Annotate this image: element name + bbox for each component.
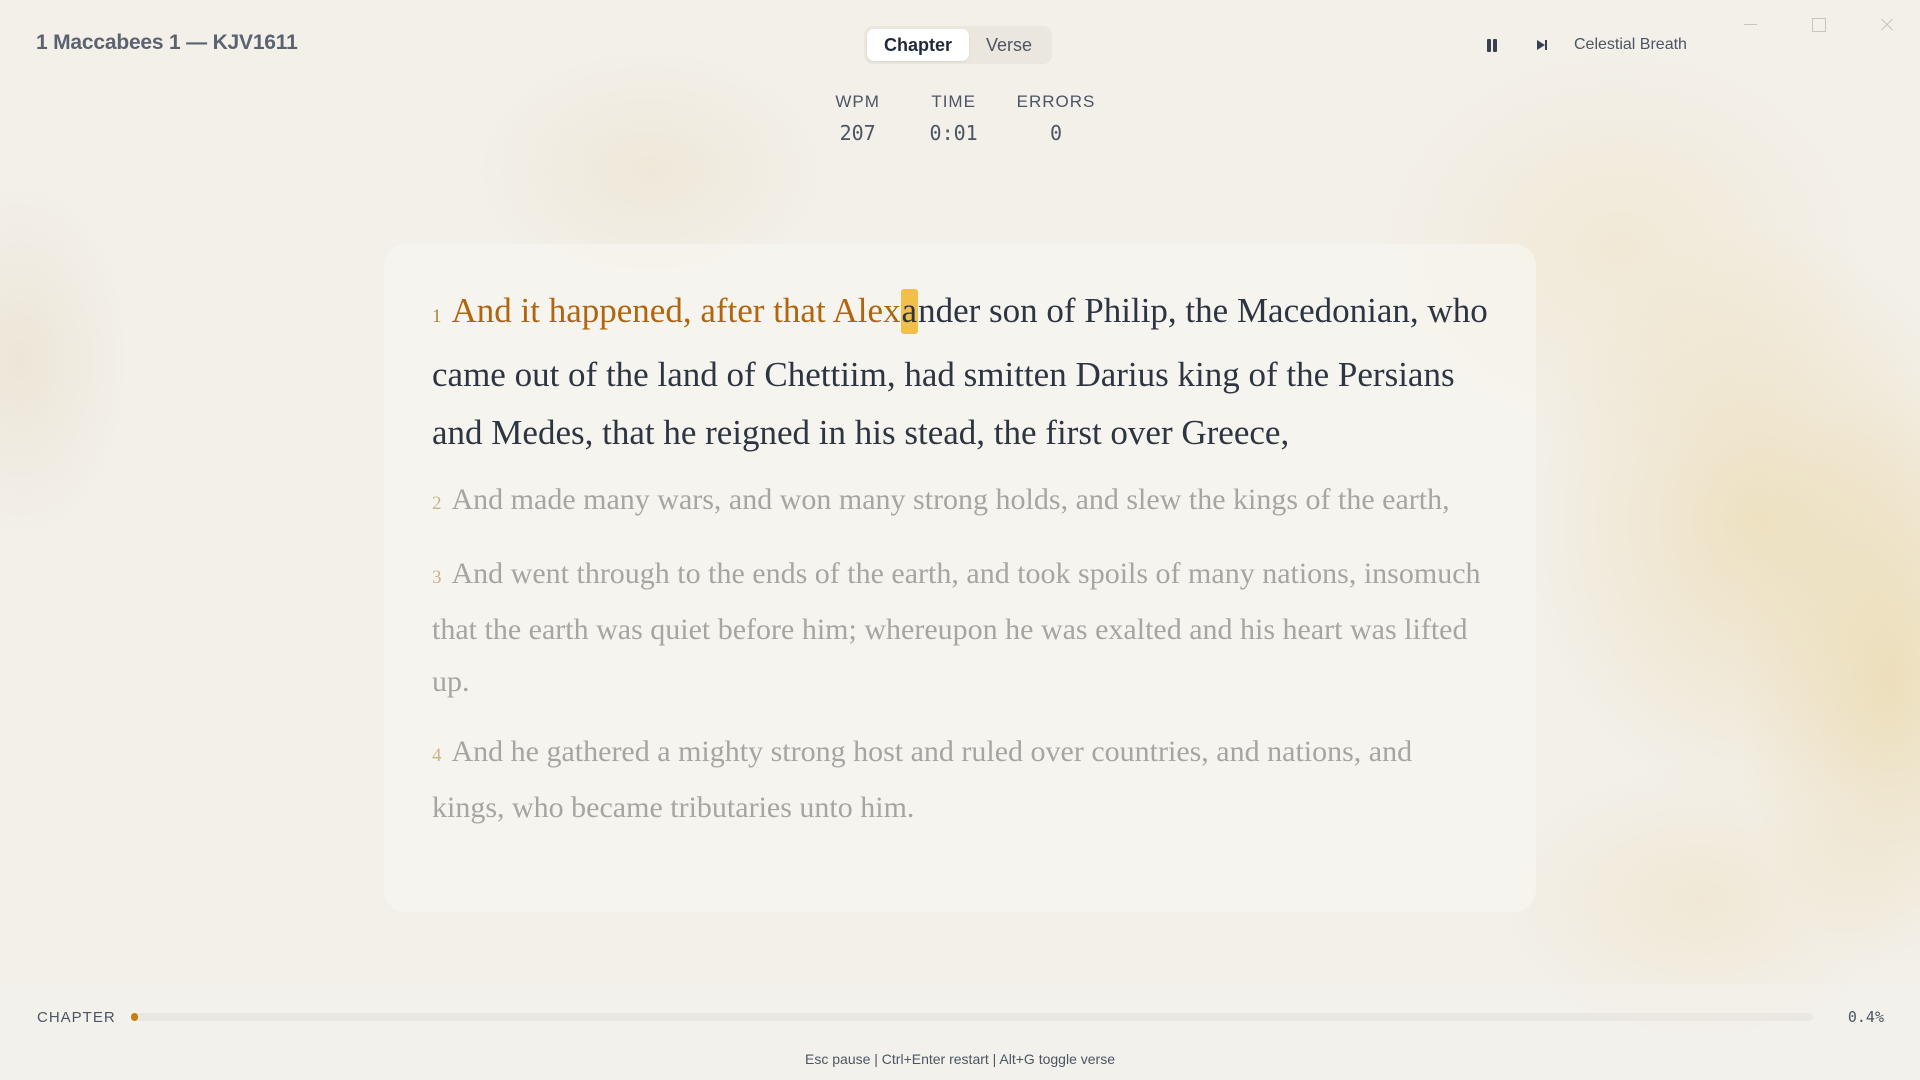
verse-text: And he gathered a mighty strong host and ruled over countries, and nations, and kings, who became tributaries unto him.	[432, 735, 1413, 824]
upcoming-verse	[432, 474, 1488, 530]
skip-next-icon[interactable]	[1530, 33, 1554, 57]
track-name[interactable]: Celestial Breath	[1574, 36, 1687, 53]
verse-text: And went through to the ends of the earth, and took spoils of many nations, insomuch that the earth was quiet before him; whereupon he was exalted and his heart was lifted up.	[432, 557, 1481, 698]
remaining-text: nder son of Philip, the Macedonian, who came out of the land of Chettiim, had smitten Darius king of the Persians and Medes, that he reigned in his stead, the first over Greece,	[432, 291, 1488, 452]
stat-value: 0:01	[929, 121, 978, 145]
music-player	[1480, 33, 1687, 57]
stat-errors	[1017, 92, 1096, 145]
stat-label: WPM	[835, 92, 880, 111]
reading-card[interactable]	[384, 244, 1536, 912]
keyboard-shortcuts-hint: Esc pause | Ctrl+Enter restart | Alt+G toggle verse	[805, 1051, 1115, 1067]
stat-time	[921, 92, 987, 145]
stat-value: 0	[1049, 121, 1063, 145]
typed-text: And it happened, after that Alex	[451, 291, 901, 330]
verse-text: And made many wars, and won many strong holds, and slew the kings of the earth,	[451, 483, 1450, 516]
progress-label: CHAPTER	[37, 1009, 116, 1026]
chapter-mode-button[interactable]: Chapter	[867, 29, 969, 61]
progress-fill	[131, 1013, 138, 1021]
window-controls	[1716, 0, 1920, 48]
app-title: 1 Maccabees 1 — KJV1611	[36, 31, 298, 54]
mode-toggle	[864, 26, 1052, 64]
pause-icon[interactable]	[1480, 33, 1504, 57]
close-icon[interactable]	[1852, 0, 1920, 48]
chapter-progress-bar	[131, 1013, 1813, 1021]
upcoming-verse	[432, 548, 1488, 708]
typing-stats	[790, 92, 1130, 145]
stat-wpm	[825, 92, 891, 145]
verse-number: 1	[432, 306, 442, 327]
upcoming-verse	[432, 726, 1488, 834]
verse-number: 2	[432, 493, 442, 514]
verse-mode-button[interactable]: Verse	[986, 35, 1033, 55]
progress-percent: 0.4%	[1847, 1008, 1884, 1026]
verse-number: 4	[432, 745, 442, 766]
typing-cursor: a	[901, 289, 919, 334]
stat-value: 207	[839, 121, 876, 145]
verse-number: 3	[432, 567, 442, 588]
stat-label: ERRORS	[1016, 92, 1096, 111]
current-verse	[432, 282, 1488, 462]
stat-label: TIME	[931, 92, 976, 111]
minimize-icon[interactable]	[1716, 0, 1784, 48]
maximize-icon[interactable]	[1784, 0, 1852, 48]
